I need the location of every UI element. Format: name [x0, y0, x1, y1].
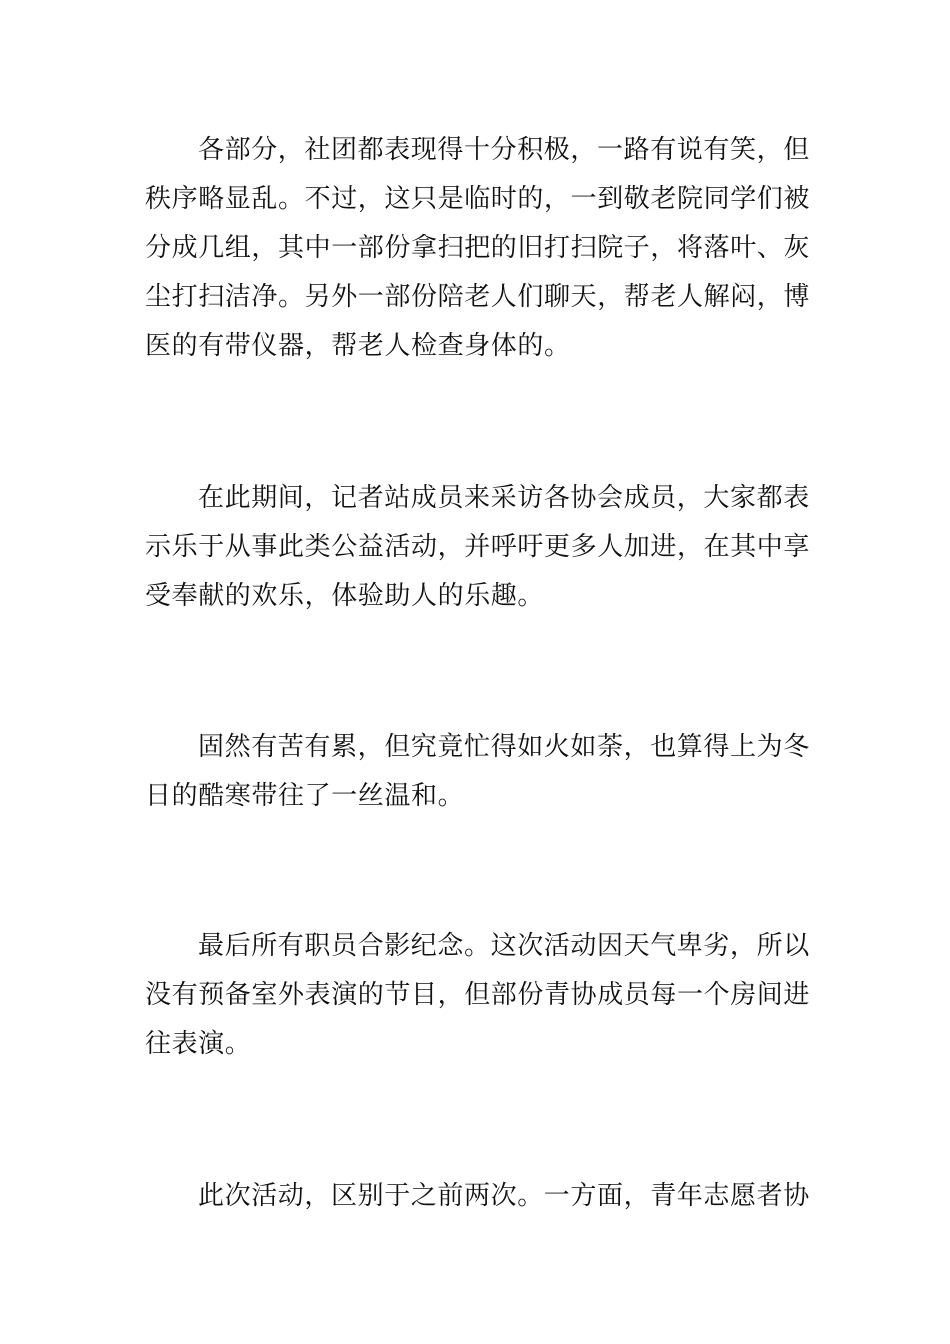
text-line: 尘打扫洁净。另外一部份陪老人们聊天，帮老人解闷，博	[145, 282, 811, 312]
text-line: 固然有苦有累，但究竟忙得如火如荼，也算得上为冬	[198, 732, 810, 762]
text-line: 没有预备室外表演的节目，但部份青协成员每一个房间进	[145, 980, 811, 1010]
text-line: 示乐于从事此类公益活动，并呼吁更多人加进，在其中享	[145, 532, 811, 562]
text-line: 在此期间，记者站成员来采访各协会成员，大家都表	[198, 483, 810, 513]
text-line: 各部分，社团都表现得十分积极，一路有说有笑，但	[198, 135, 810, 165]
text-line: 日的酷寒带往了一丝温和。	[145, 781, 465, 811]
paragraph-interview	[145, 474, 810, 621]
text-line: 往表演。	[145, 1029, 252, 1059]
text-line: 医的有带仪器，帮老人检查身体的。	[145, 331, 571, 361]
paragraph-activity-groups	[145, 126, 810, 371]
text-line: 受奉献的欢乐，体验助人的乐趣。	[145, 581, 545, 611]
text-line: 最后所有职员合影纪念。这次活动因天气卑劣，所以	[198, 931, 810, 961]
text-line: 此次活动，区别于之前两次。一方面，青年志愿者协	[198, 1181, 810, 1211]
paragraph-group-photo	[145, 922, 810, 1069]
paragraph-difference	[145, 1172, 810, 1221]
text-line: 秩序略显乱。不过，这只是临时的，一到敬老院同学们被	[145, 184, 811, 214]
text-line: 分成几组，其中一部份拿扫把的旧打扫院子，将落叶、灰	[145, 233, 811, 263]
paragraph-warmth	[145, 723, 810, 821]
